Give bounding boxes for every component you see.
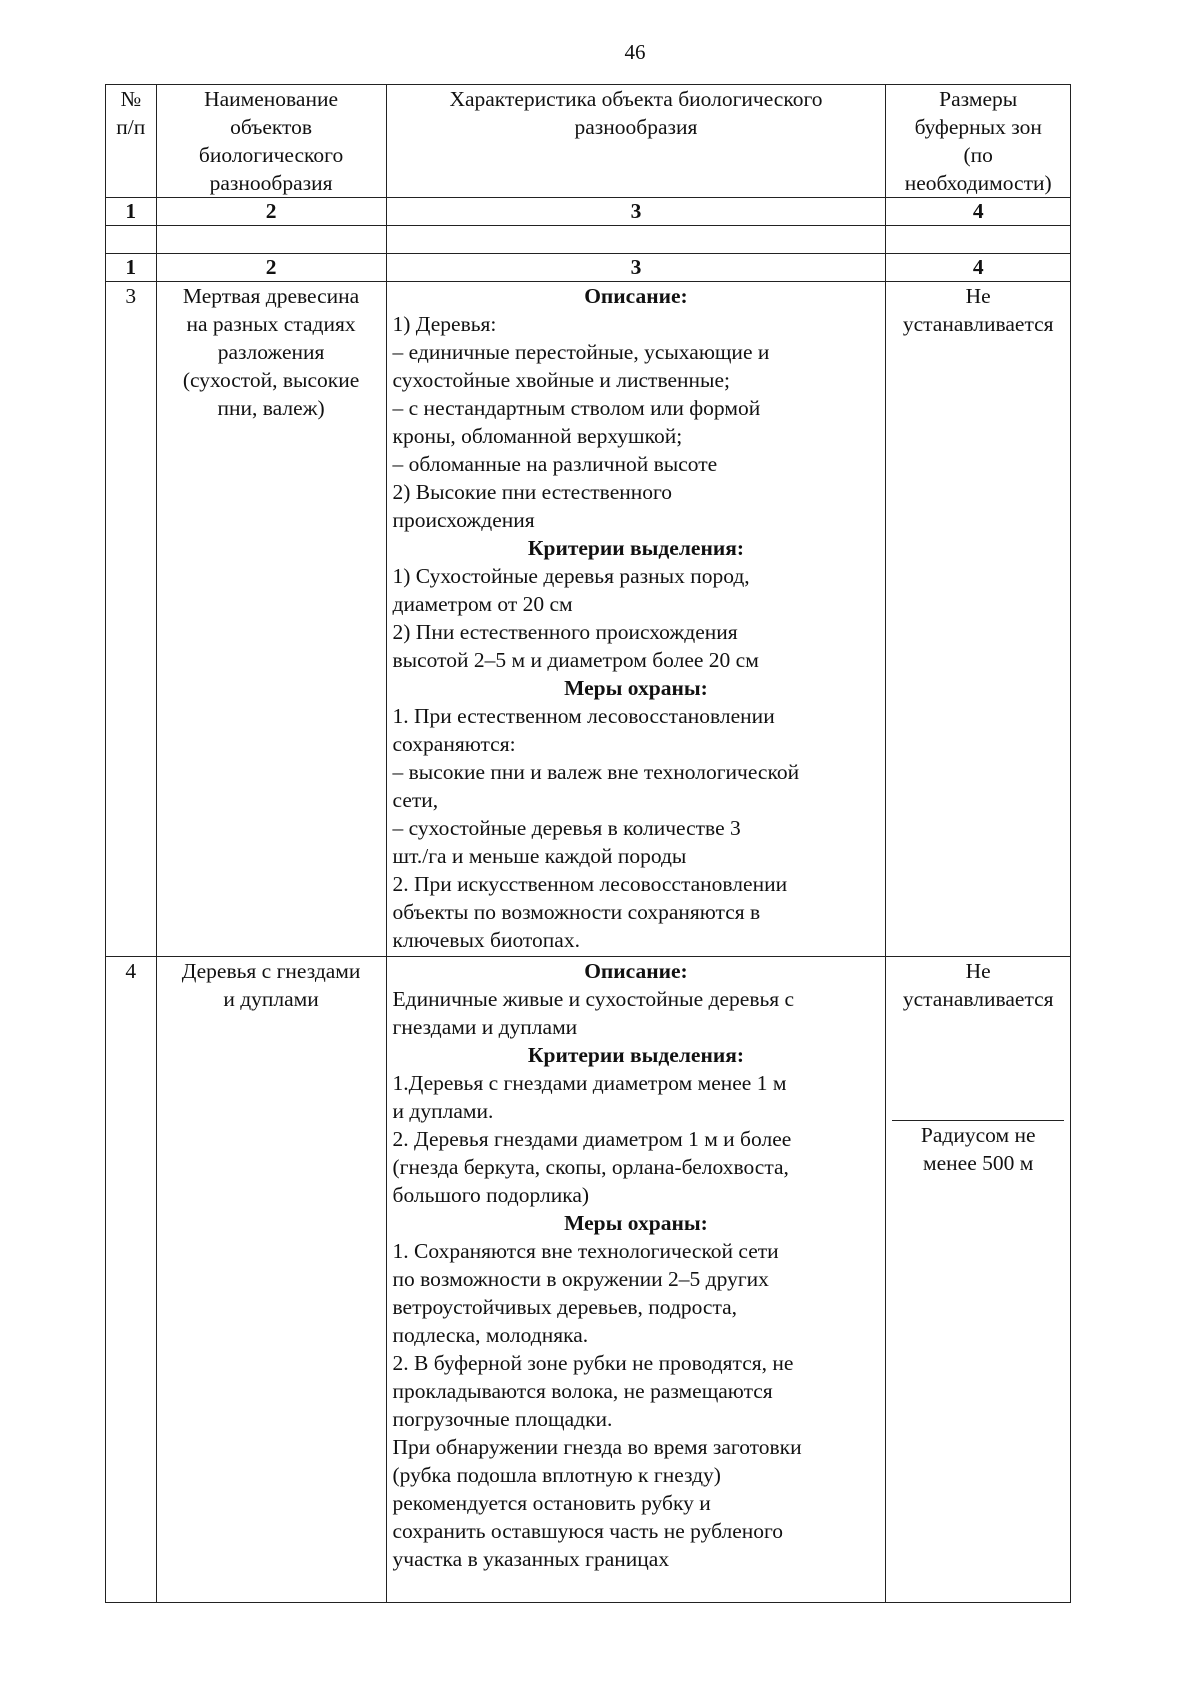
header-number: № п/п (106, 85, 157, 198)
column-number: 4 (886, 198, 1071, 226)
section-heading: Меры охраны: (564, 676, 708, 700)
column-number: 3 (386, 198, 886, 226)
column-number-row (106, 254, 1071, 282)
object-name: Мертвая древесина на разных стадиях разложения (сухостой, высокие пни, валеж) (156, 282, 386, 957)
object-name: Деревья с гнездами и дуплами (156, 957, 386, 1603)
section-heading: Критерии выделения: (527, 536, 745, 560)
empty-row (106, 226, 1071, 254)
buffer-size-bottom: Радиусом не менее 500 м (920, 1123, 1036, 1175)
header-characteristic: Характеристика объекта биологического разнообразия (386, 85, 886, 198)
table-header-row (106, 85, 1071, 198)
column-number: 4 (886, 254, 1071, 282)
buffer-size-top: Не устанавливается (892, 957, 1064, 1121)
column-number: 1 (106, 254, 157, 282)
section-heading: Критерии выделения: (527, 1043, 745, 1067)
section-heading: Меры охраны: (564, 1211, 708, 1235)
table-row (106, 282, 1071, 957)
header-name: Наименование объектов биологического разнообразия (156, 85, 386, 198)
object-characteristic: Описание: Единичные живые и сухостойные деревья с гнездами и дуплами Критерии выделения: 1.Деревья с гнездами диаметром менее 1 м и дуплами. 2. Деревья гнездами диаметром 1 м и более (гнезда беркута, скопы, орлана-белохвоста, большого подорлика) Меры охраны: 1. Сохраняются вне технологической сети по возможности в окружении 2–5 других ветроустойчивых деревьев, подроста, подлеска, молодняка. 2. В буферной зоне рубки не проводятся, не прокладываются волока, не размещаются погрузочные площадки. При обнаружении гнезда во время заготовки (рубка подошла вплотную к гнезду) рекомендуется остановить рубку и сохранить оставшуюся часть не рубленого участка в указанных границах (386, 957, 886, 1603)
header-buffer-size: Размеры буферных зон (по необходимости) (886, 85, 1071, 198)
row-number: 3 (106, 282, 157, 957)
column-number: 2 (156, 254, 386, 282)
buffer-size (886, 957, 1071, 1603)
buffer-size: Не устанавливается (886, 282, 1071, 957)
row-number: 4 (106, 957, 157, 1603)
biodiversity-table (105, 84, 1071, 1603)
column-number: 1 (106, 198, 157, 226)
column-number: 2 (156, 198, 386, 226)
page-number: 46 (624, 40, 646, 64)
table-row (106, 957, 1071, 1603)
section-heading: Описание: (584, 284, 688, 308)
object-characteristic: Описание: 1) Деревья: – единичные перестойные, усыхающие и сухостойные хвойные и лиственные; – с нестандартным стволом или формой кроны, обломанной верхушкой; – обломанные на различной высоте 2) Высокие пни естественного происхождения Критерии выделения: 1) Сухостойные деревья разных пород, диаметром от 20 см 2) Пни естественного происхождения высотой 2–5 м и диаметром более 20 см Меры охраны: 1. При естественном лесовосстановлении сохраняются: – высокие пни и валеж вне технологической сети, – сухостойные деревья в количестве 3 шт./га и меньше каждой породы 2. При искусственном лесовосстановлении объекты по возможности сохраняются в ключевых биотопах. (386, 282, 886, 957)
column-number: 3 (386, 254, 886, 282)
column-number-row (106, 198, 1071, 226)
section-heading: Описание: (584, 959, 688, 983)
